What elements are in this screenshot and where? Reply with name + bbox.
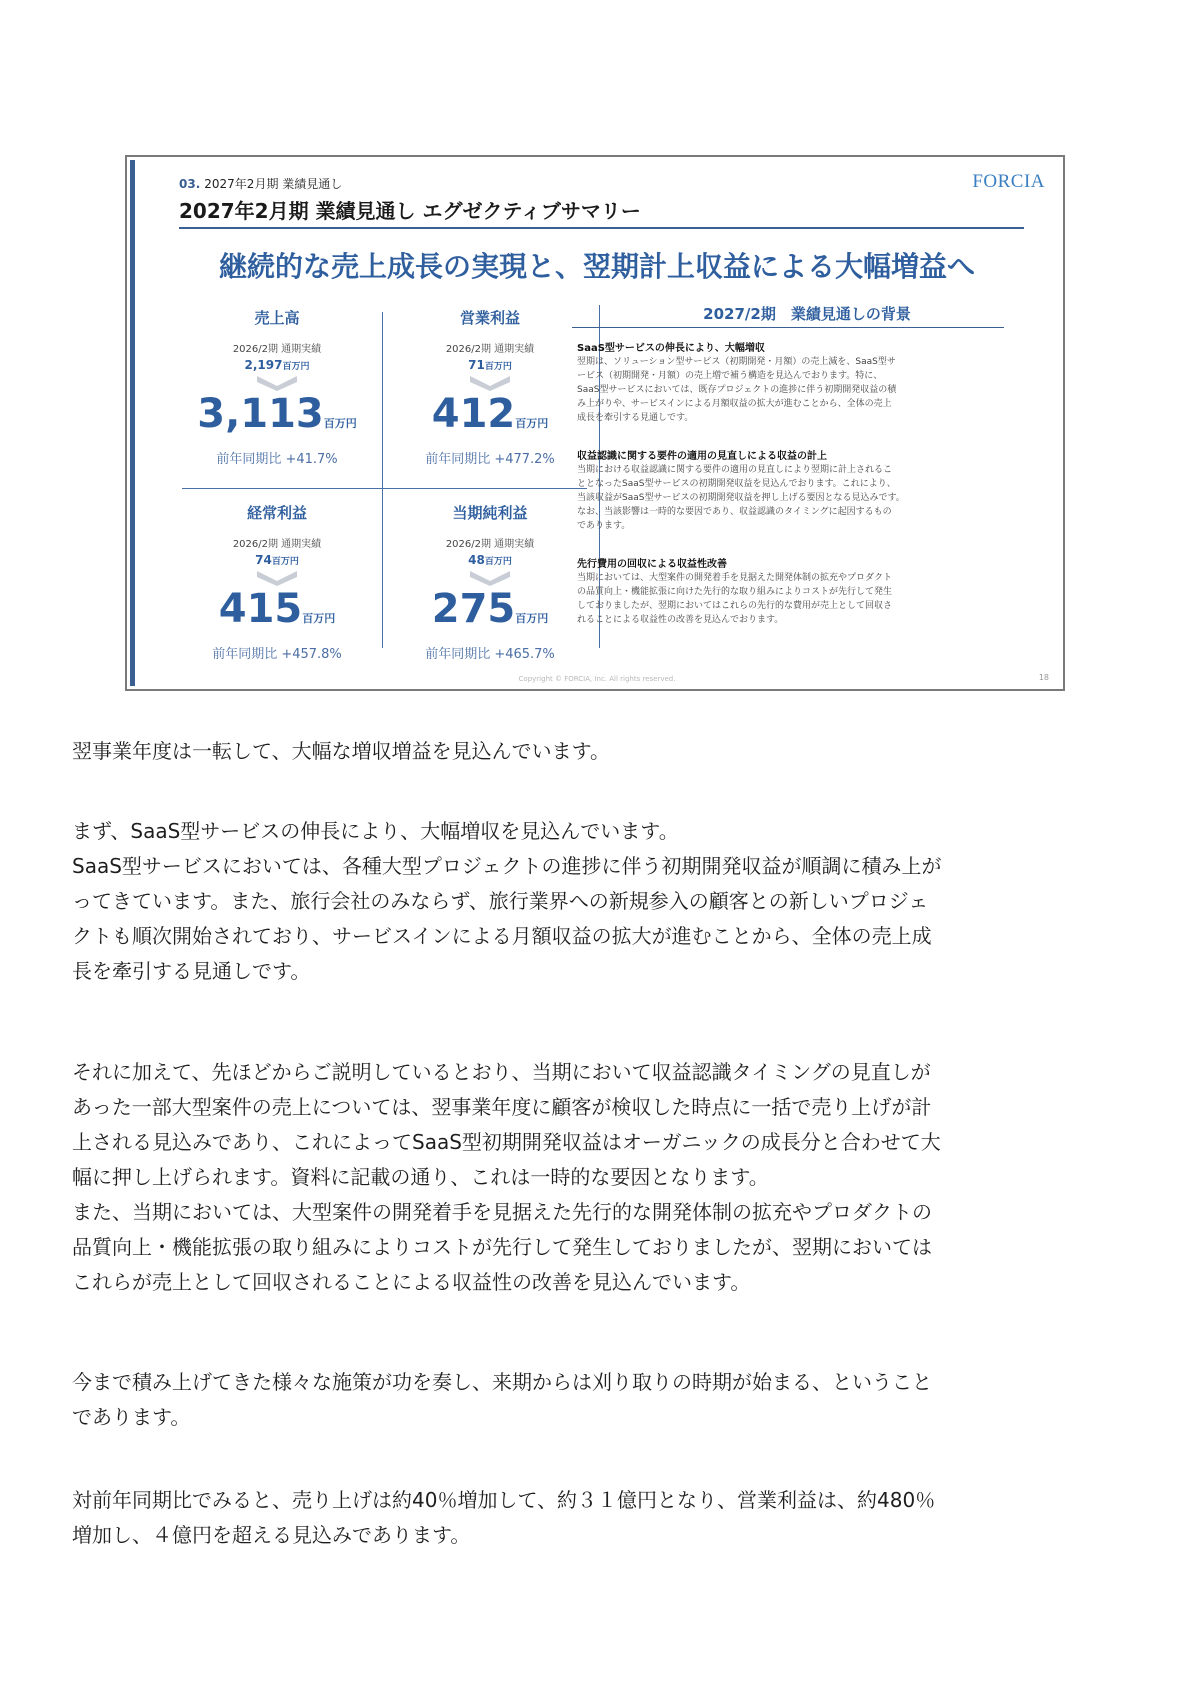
transcript-line: 今まで積み上げてきた様々な施策が功を奏し、来期からは刈り取りの時期が始まる、ということ (72, 1370, 932, 1394)
metric-prev-number: 71 (468, 358, 485, 372)
metric-prev-value (172, 553, 382, 567)
background-title-divider (572, 327, 1004, 328)
metric-name: 営業利益 (459, 309, 520, 327)
metric-unit: 百万円 (515, 417, 549, 430)
body-line: であります。 (577, 521, 631, 531)
transcript-paragraph (72, 814, 1122, 989)
background-heading: 先行費用の回収による収益性改善 (577, 559, 727, 570)
title-divider (179, 227, 1024, 229)
background-title: 2027/2期 業績見通しの背景 (703, 305, 911, 323)
body-line: しておりましたが、翌期においてはこれらの先行的な費用が売上として回収さ (577, 601, 893, 611)
metric-unit: 百万円 (515, 612, 549, 625)
metric-prev-number: 74 (255, 553, 272, 567)
body-line: 当該収益がSaaS型サービスの初期開発収益を押し上げる要因となる見込みです。 (577, 493, 905, 503)
transcript-paragraph (72, 734, 1122, 769)
transcript-line: 上される見込みであり、これによってSaaS型初期開発収益はオーガニックの成長分と合わせて大 (72, 1130, 941, 1154)
body-line: SaaS型サービスにおいては、既存プロジェクトの進捗に伴う初期開発収益の積 (577, 385, 897, 395)
metrics-horizontal-divider (182, 488, 587, 489)
metric-operating-profit (385, 307, 595, 467)
metric-prev-value (385, 553, 595, 567)
body-line: ととなったSaaS型サービスの初期開発収益を見込んでおります。これにより、 (577, 479, 896, 489)
transcript-line: 幅に押し上げられます。資料に記載の通り、これは一時的な要因となります。 (72, 1165, 769, 1189)
slide (125, 155, 1065, 691)
metric-value (385, 392, 595, 446)
transcript-line: まず、SaaS型サービスの伸長により、大幅増収を見込んでいます。 (72, 819, 679, 843)
metric-yoy: 前年同期比 +477.2% (425, 452, 555, 467)
copyright: Copyright © FORCIA, Inc. All rights reserved. (518, 675, 676, 683)
metric-revenue (172, 307, 382, 467)
metric-prev-number: 48 (468, 553, 485, 567)
transcript-line: 品質向上・機能拡張の取り組みによりコストが先行して発生しておりましたが、翌期においては (72, 1235, 932, 1259)
metric-number: 275 (431, 586, 516, 632)
chevron-down-icon (255, 374, 299, 392)
metric-yoy: 前年同期比 +465.7% (425, 647, 555, 662)
background-section (577, 447, 992, 533)
metric-name: 売上高 (254, 309, 300, 327)
transcript-line: これらが売上として回収されることによる収益性の改善を見込んでいます。 (72, 1270, 751, 1294)
body-line: ービス（初期開発・月額）の売上増で補う構造を見込んでおります。特に、 (577, 371, 883, 381)
transcript-line: 長を牽引する見通しです。 (72, 959, 311, 983)
metric-value (385, 587, 595, 641)
transcript-paragraph (72, 1365, 1122, 1435)
metric-ordinary-profit (172, 502, 382, 662)
metric-name: 当期純利益 (452, 504, 528, 522)
transcript-paragraph (72, 1483, 1122, 1553)
background-heading: 収益認識に関する要件の適用の見直しによる収益の計上 (577, 451, 827, 462)
transcript-line: 翌事業年度は一転して、大幅な増収増益を見込んでいます。 (72, 739, 610, 763)
slide-title: 2027年2月期 業績見通し エグゼクティブサマリー (179, 199, 641, 223)
section-label-text: 2027年2月期 業績見通し (204, 177, 343, 191)
metrics-vertical-divider (382, 312, 383, 648)
metric-number: 3,113 (197, 391, 324, 437)
metric-number: 412 (431, 391, 516, 437)
body-line: の品質向上・機能拡張に向けた先行的な取り組みによりコストが先行して発生 (577, 587, 893, 597)
chevron-down-icon (255, 569, 299, 587)
background-body (577, 571, 992, 627)
metric-net-income (385, 502, 595, 662)
metric-prev-unit: 百万円 (271, 557, 299, 567)
metric-value (172, 392, 382, 446)
transcript-line: あった一部大型案件の売上については、翌事業年度に顧客が検収した時点に一括で売り上げが計 (72, 1095, 932, 1119)
transcript-paragraph (72, 1055, 1122, 1300)
metric-prev-label: 2026/2期 通期実績 (232, 344, 322, 355)
metric-prev-number: 2,197 (244, 358, 283, 372)
transcript-line: ってきています。また、旅行会社のみならず、旅行業界への新規参入の顧客との新しいプロジェ (72, 889, 929, 913)
body-line: なお、当該影響は一時的な要因であり、収益認識のタイミングに起因するもの (577, 507, 892, 517)
page-number: 18 (1038, 673, 1049, 682)
transcript-line: それに加えて、先ほどからご説明しているとおり、当期において収益認識タイミングの見直しが (72, 1060, 931, 1084)
metric-prev-label: 2026/2期 通期実績 (445, 539, 535, 550)
transcript-line: SaaS型サービスにおいては、各種大型プロジェクトの進捗に伴う初期開発収益が順調に積み上が (72, 854, 942, 878)
background-section (577, 339, 992, 425)
section-number: 03. (179, 177, 201, 191)
background-section (577, 555, 992, 627)
slide-accent-bar (130, 160, 135, 686)
metric-name: 経常利益 (246, 504, 307, 522)
metric-unit: 百万円 (323, 417, 357, 430)
background-body (577, 463, 992, 533)
body-line: 当期においては、大型案件の開発着手を見据えた開発体制の拡充やプロダクト (577, 573, 893, 583)
metric-prev-label: 2026/2期 通期実績 (232, 539, 322, 550)
body-line: み上がりや、サービスインによる月額収益の拡大が進むことから、全体の売上 (577, 399, 892, 409)
body-line: 翌期は、ソリューション型サービス（初期開発・月額）の売上減を、SaaS型サ (577, 357, 896, 367)
transcript-line: 対前年同期比でみると、売り上げは約40％増加して、約３１億円となり、営業利益は、約480％ (72, 1488, 936, 1512)
chevron-down-icon (468, 569, 512, 587)
metric-prev-value (385, 358, 595, 372)
transcript-line: また、当期においては、大型案件の開発着手を見据えた先行的な開発体制の拡充やプロダクトの (72, 1200, 932, 1224)
metric-yoy: 前年同期比 +457.8% (212, 647, 342, 662)
metric-prev-label: 2026/2期 通期実績 (445, 344, 535, 355)
metric-number: 415 (218, 586, 303, 632)
body-line: れることによる収益性の改善を見込んでおります。 (577, 615, 784, 625)
metric-yoy: 前年同期比 +41.7% (216, 452, 338, 467)
body-line: 当期における収益認識に関する要件の適用の見直しにより翌期に計上されるこ (577, 465, 893, 475)
transcript-line: クトも順次開始されており、サービスインによる月額収益の拡大が進むことから、全体の売上成 (72, 924, 932, 948)
section-label (179, 175, 342, 192)
body-line: 成長を牽引する見通しです。 (577, 413, 694, 423)
background-heading: SaaS型サービスの伸長により、大幅増収 (577, 343, 765, 354)
slide-headline: 継続的な売上成長の実現と、翌期計上収益による大幅増益へ (218, 250, 975, 283)
chevron-down-icon (468, 374, 512, 392)
metric-prev-value (172, 358, 382, 372)
metric-prev-unit: 百万円 (282, 362, 310, 372)
metric-prev-unit: 百万円 (484, 362, 512, 372)
transcript-line: 増加し、４億円を超える見込みであります。 (72, 1523, 471, 1547)
company-logo: FORCIA (972, 171, 1045, 192)
metric-prev-unit: 百万円 (484, 557, 512, 567)
transcript-line: であります。 (72, 1405, 191, 1429)
metric-value (172, 587, 382, 641)
metric-unit: 百万円 (302, 612, 336, 625)
background-body (577, 355, 992, 425)
